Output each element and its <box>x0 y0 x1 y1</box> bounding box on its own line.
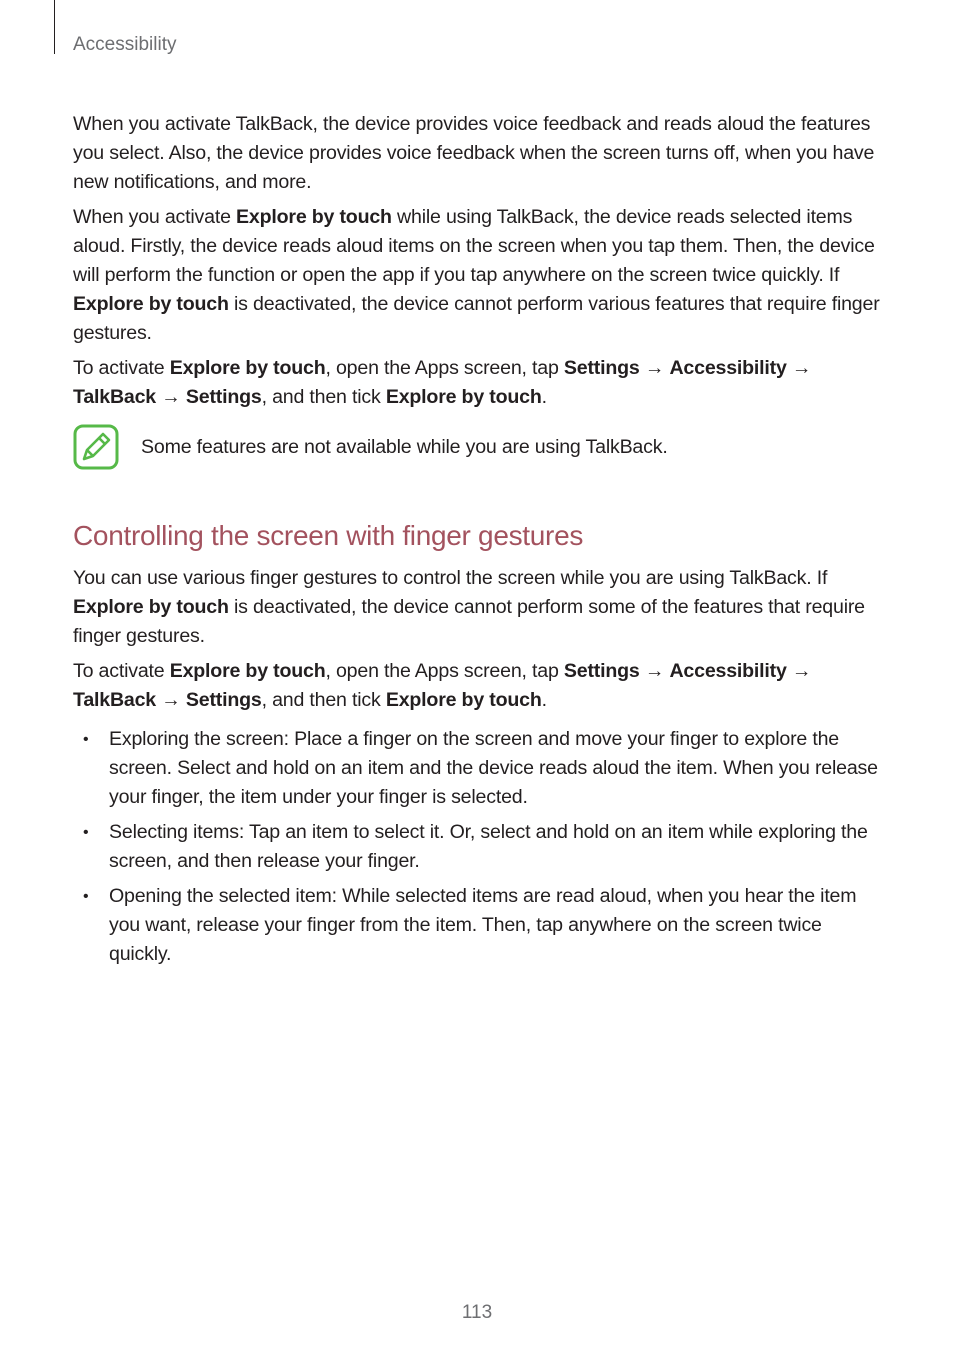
text-run: is deactivated, the device cannot perform some of the features that require finger gestures. <box>73 596 865 647</box>
menu-term-explore-by-touch: Explore by touch <box>169 660 326 682</box>
intro-paragraph-3 <box>73 354 883 412</box>
list-item <box>73 725 883 812</box>
text-run: When you activate <box>73 206 237 228</box>
page-content <box>73 110 883 975</box>
text-run: . <box>541 386 547 408</box>
section-header: Accessibility <box>73 34 177 55</box>
note-text: Some features are not available while you are using TalkBack. <box>141 435 668 458</box>
bullet-icon: • <box>83 888 89 905</box>
menu-term-explore-by-touch: Explore by touch <box>169 357 326 379</box>
arrow-separator: → <box>156 386 186 408</box>
text-run: To activate <box>73 357 170 379</box>
text-run: You can use various finger gestures to control the screen while you are using TalkBack. If <box>73 567 828 589</box>
text-run: is deactivated, the device cannot perform various features that require finger gestures. <box>73 293 880 344</box>
menu-term-talkback: TalkBack <box>73 386 156 408</box>
list-item <box>73 818 883 876</box>
text-run: , and then tick <box>261 689 386 711</box>
menu-term-accessibility: Accessibility <box>669 357 787 379</box>
text-run: , and then tick <box>261 386 386 408</box>
menu-term-settings: Settings <box>185 386 262 408</box>
text-run: . <box>541 689 547 711</box>
menu-term-explore-by-touch: Explore by touch <box>385 689 542 711</box>
menu-term-explore-by-touch: Explore by touch <box>385 386 542 408</box>
section-title: Controlling the screen with finger gestures <box>73 520 584 551</box>
text-run: To activate <box>73 660 170 682</box>
bullet-icon: • <box>83 731 89 748</box>
intro-paragraph-2 <box>73 203 883 348</box>
intro-paragraph-1: When you activate TalkBack, the device provides voice feedback and reads aloud the features you select. Also, the device provides voice feedback when the screen turns off, when you have new notifications, and more. <box>73 113 875 193</box>
text-run: , open the Apps screen, tap <box>325 357 564 379</box>
menu-term-accessibility: Accessibility <box>669 660 787 682</box>
menu-term-explore-by-touch: Explore by touch <box>73 596 229 618</box>
list-item-text: Opening the selected item: While selected items are read aloud, when you hear the item you want, release your finger from the item. Then, tap anywhere on the screen twice quickly. <box>109 885 857 965</box>
menu-term-explore-by-touch: Explore by touch <box>73 293 229 315</box>
text-run: while using TalkBack, the device reads selected items aloud. Firstly, the device reads aloud items on the screen when you tap them. Then, the device will perform the function or open the app if you tap anywhere on the screen twice quickly. If <box>73 206 875 286</box>
menu-term-settings: Settings <box>563 357 640 379</box>
bullet-icon: • <box>83 824 89 841</box>
list-item <box>73 882 883 969</box>
menu-term-settings: Settings <box>185 689 262 711</box>
page-number: 113 <box>461 1302 493 1323</box>
text-run: , open the Apps screen, tap <box>325 660 564 682</box>
note-pencil-icon <box>73 424 119 470</box>
section-paragraph-2 <box>73 657 883 715</box>
section-paragraph-1 <box>73 564 883 651</box>
arrow-separator: → <box>639 357 670 379</box>
arrow-separator: → <box>639 660 670 682</box>
arrow-separator: → <box>786 357 812 379</box>
list-item-text: Exploring the screen: Place a finger on the screen and move your finger to explore the screen. Select and hold on an item and the device reads aloud the item. When you release your finger, the item under your finger is selected. <box>109 728 878 808</box>
menu-term-settings: Settings <box>563 660 640 682</box>
arrow-separator: → <box>156 689 186 711</box>
gesture-list <box>73 725 883 969</box>
list-item-text: Selecting items: Tap an item to select it. Or, select and hold on an item while exploring the screen, and then release your finger. <box>109 821 868 872</box>
arrow-separator: → <box>786 660 812 682</box>
note-box <box>73 424 883 470</box>
menu-term-talkback: TalkBack <box>73 689 156 711</box>
header-rule <box>54 0 55 54</box>
menu-term-explore-by-touch: Explore by touch <box>236 206 392 228</box>
